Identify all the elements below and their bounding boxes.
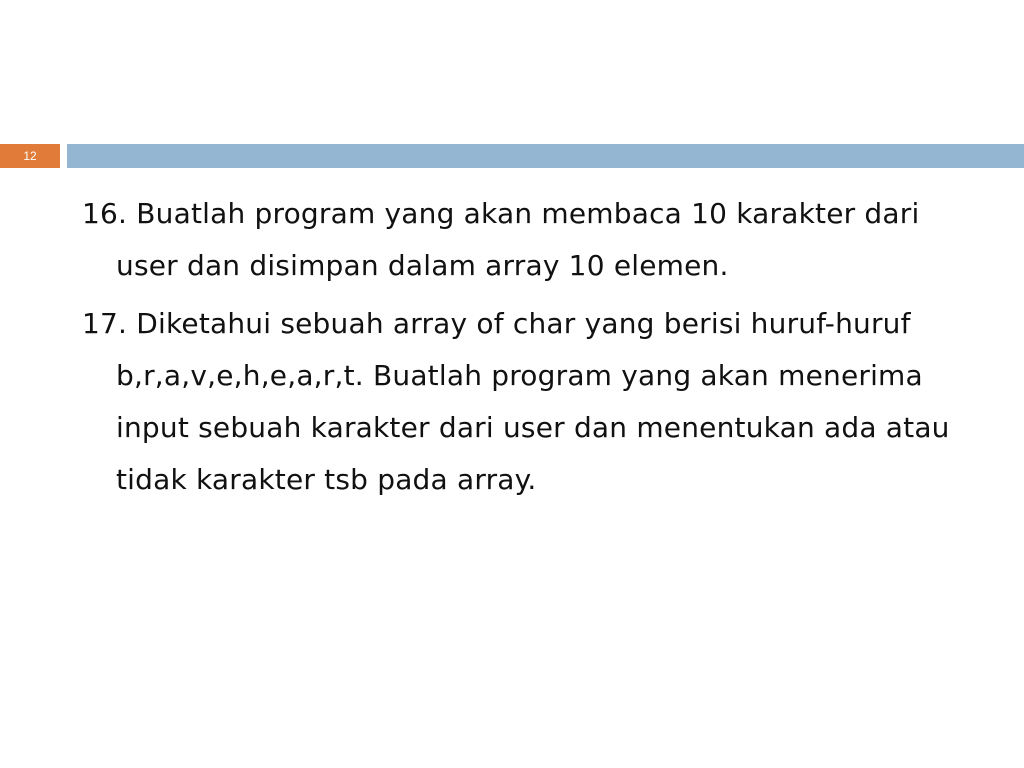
header-bar (67, 144, 1024, 168)
exercise-17: 17. Diketahui sebuah array of char yang berisi huruf-huruf b,r,a,v,e,h,e,a,r,t. Buatlah program yang akan menerima input sebuah karakter dari user dan menentukan ada atau tidak karakter tsb pada array. (82, 307, 950, 496)
slide-number: 12 (23, 149, 37, 163)
slide-number-badge (0, 144, 60, 168)
slide-content (82, 188, 982, 512)
exercise-16: 16. Buatlah program yang akan membaca 10 karakter dari user dan disimpan dalam array 10 elemen. (82, 197, 920, 282)
